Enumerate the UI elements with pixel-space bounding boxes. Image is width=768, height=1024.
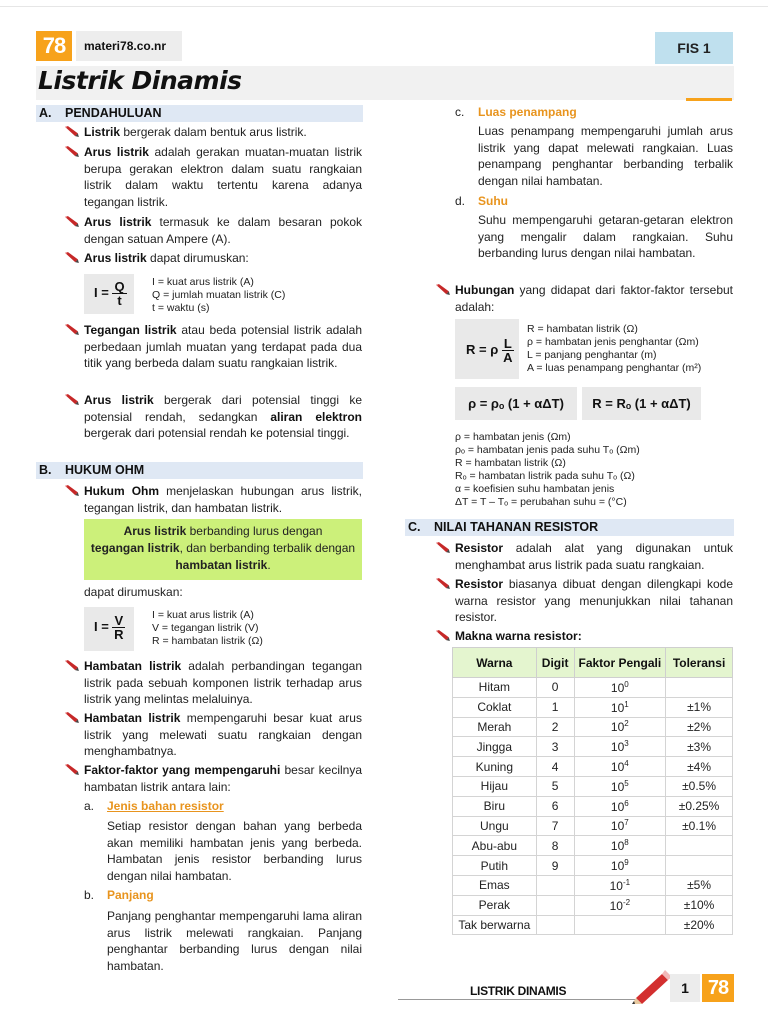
- table-row: [453, 697, 733, 717]
- factor-a-text: Setiap resistor dengan bahan yang berbeda akan memiliki hambatan jenis yang berbeda. Hambatan jenis resistor berbanding lurus dengan nilai hambatan.: [107, 819, 362, 883]
- table-row: [453, 915, 733, 935]
- table-row: [453, 717, 733, 737]
- cell-faktor: $10^2$: [574, 717, 666, 737]
- bullet-arus-rumus: Arus listrik dapat dirumuskan:: [84, 250, 362, 267]
- cell-faktor: $10^4$: [574, 757, 666, 777]
- pencil-bullet-icon: [64, 324, 79, 335]
- cell-toleransi: ±10%: [666, 895, 733, 915]
- pencil-bullet-icon: [64, 216, 79, 227]
- cell-digit: [536, 915, 574, 935]
- bullet-hambatan-pengaruh: Hambatan listrik mempengaruhi besar kuat arus listrik yang melewati suatu rangkaian dengan menghambatnya.: [84, 710, 362, 760]
- formula-resistance-legend: R = hambatan listrik (Ω) ρ = hambatan jenis penghantar (Ωm) L = panjang penghantar (m) A = luas penampang penghantar (m²): [527, 323, 702, 374]
- cell-toleransi: ±0.1%: [666, 816, 733, 836]
- bullet-hambatan-definisi: Hambatan listrik adalah perbandingan tegangan listrik pada sebuah komponen listrik terhadap arus listrik yang melintas melaluinya.: [84, 658, 362, 708]
- table-header-row: [453, 648, 733, 678]
- cell-warna: Emas: [453, 875, 537, 895]
- cell-digit: 9: [536, 856, 574, 876]
- factor-b-heading: Panjang: [107, 888, 154, 902]
- page-title: Listrik Dinamis: [38, 66, 242, 95]
- cell-faktor: $10^6$: [574, 796, 666, 816]
- cell-digit: 4: [536, 757, 574, 777]
- formula-current-legend: I = kuat arus listrik (A) Q = jumlah muatan listrik (C) t = waktu (s): [152, 276, 286, 314]
- pencil-bullet-icon: [435, 578, 450, 589]
- pencil-bullet-icon: [435, 284, 450, 295]
- cell-toleransi: ±3%: [666, 737, 733, 757]
- cell-digit: 7: [536, 816, 574, 836]
- column-header: Faktor Pengali: [574, 648, 666, 678]
- ohm-highlight-box: Arus listrik berbanding lurus dengan tegangan listrik, dan berbanding terbalik dengan hambatan listrik.: [84, 519, 362, 580]
- pencil-bullet-icon: [64, 126, 79, 137]
- cell-warna: Coklat: [453, 697, 537, 717]
- pencil-bullet-icon: [64, 485, 79, 496]
- formula-r-temp: R = Rₒ (1 + αΔT): [582, 387, 701, 420]
- pencil-bullet-icon: [64, 394, 79, 405]
- cell-digit: [536, 895, 574, 915]
- pencil-icon: [632, 968, 672, 1004]
- column-header: Warna: [453, 648, 537, 678]
- factor-d-heading: Suhu: [478, 194, 508, 208]
- bullet-hubungan: Hubungan yang didapat dari faktor-faktor tersebut adalah:: [455, 282, 733, 315]
- title-accent: [686, 98, 732, 101]
- section-c-header: [405, 519, 734, 536]
- cell-warna: Tak berwarna: [453, 915, 537, 935]
- cell-toleransi: ±1%: [666, 697, 733, 717]
- cell-toleransi: ±5%: [666, 875, 733, 895]
- formula-rho-temp: ρ = ρₒ (1 + αΔT): [455, 387, 577, 420]
- section-title: NILAI TAHANAN RESISTOR: [434, 520, 599, 534]
- bullet-arah-arus: Arus listrik bergerak dari potensial tinggi ke potensial rendah, sedangkan aliran elektron bergerak dari potensial rendah ke potensial tinggi.: [84, 392, 362, 442]
- cell-digit: 6: [536, 796, 574, 816]
- cell-warna: Jingga: [453, 737, 537, 757]
- bullet-resistor-kode: Resistor biasanya dibuat dengan dilengkapi kode warna resistor yang menunjukkan nilai tahanan resistor.: [455, 576, 733, 626]
- cell-digit: 3: [536, 737, 574, 757]
- factor-d-letter: d.: [455, 194, 466, 208]
- pencil-bullet-icon: [64, 660, 79, 671]
- cell-faktor: [574, 915, 666, 935]
- section-letter: B.: [39, 463, 52, 477]
- brand-logo: 78: [36, 31, 72, 61]
- subject-badge: FIS 1: [655, 32, 733, 64]
- cell-toleransi: ±4%: [666, 757, 733, 777]
- footer-title: LISTRIK DINAMIS: [470, 984, 567, 998]
- footer-logo: 78: [702, 974, 734, 1002]
- table-row: [453, 816, 733, 836]
- formula-temp-legend: ρ = hambatan jenis (Ωm) ρₒ = hambatan jenis pada suhu Tₒ (Ωm) R = hambatan listrik (Ω) Rₒ = hambatan listrik pada suhu Tₒ (Ω) α = koefisien suhu hambatan jenis ΔT = T – Tₒ = perubahan suhu = (°C): [455, 431, 640, 508]
- cell-digit: 8: [536, 836, 574, 856]
- formula-ohm-legend: I = kuat arus listrik (A) V = tegangan listrik (V) R = hambatan listrik (Ω): [152, 609, 263, 647]
- formula-resistance: R = ρ $\frac{L}{A}$: [455, 319, 519, 379]
- cell-digit: 5: [536, 776, 574, 796]
- cell-digit: 2: [536, 717, 574, 737]
- dapat-dirumuskan: dapat dirumuskan:: [84, 585, 183, 599]
- column-header: Digit: [536, 648, 574, 678]
- section-letter: A.: [39, 106, 52, 120]
- cell-faktor: $10^5$: [574, 776, 666, 796]
- cell-faktor: $10^0$: [574, 678, 666, 698]
- cell-toleransi: [666, 856, 733, 876]
- cell-warna: Biru: [453, 796, 537, 816]
- factor-c-text: Luas penampang mempengaruhi jumlah arus listrik yang dapat melewati rangkaian. Luas penampang penghantar berbanding terbalik dengan nilai hambatan.: [478, 124, 733, 188]
- table-row: [453, 678, 733, 698]
- pencil-bullet-icon: [64, 764, 79, 775]
- cell-toleransi: ±2%: [666, 717, 733, 737]
- cell-warna: Kuning: [453, 757, 537, 777]
- formula-ohm: I = $\frac{V}{R}$: [84, 607, 134, 651]
- table-row: [453, 856, 733, 876]
- bullet-arus-definisi: Arus listrik adalah gerakan muatan-muatan listrik berupa gerakan elektron dalam suatu rangkaian listrik dalam waktu tertentu karena adanya tegangan listrik.: [84, 144, 362, 210]
- footer-rule: [398, 999, 638, 1000]
- cell-faktor: $10^1$: [574, 697, 666, 717]
- table-row: [453, 757, 733, 777]
- table-row: [453, 796, 733, 816]
- factor-d-text: Suhu mempengaruhi getaran-getaran elektron yang mengalir dalam rangkaian. Suhu berbanding lurus dengan nilai hambatan.: [478, 213, 733, 261]
- factor-b-text: Panjang penghantar mempengaruhi lama aliran arus listrik melewati rangkaian. Panjang penghantar berbanding lurus dengan nilai hambatan.: [107, 909, 362, 973]
- cell-warna: Hitam: [453, 678, 537, 698]
- section-letter: C.: [408, 520, 421, 534]
- cell-digit: [536, 875, 574, 895]
- table-row: [453, 875, 733, 895]
- cell-warna: Abu-abu: [453, 836, 537, 856]
- page-number: 1: [670, 974, 700, 1002]
- cell-warna: Merah: [453, 717, 537, 737]
- pencil-bullet-icon: [64, 712, 79, 723]
- bullet-arus-satuan: Arus listrik termasuk ke dalam besaran pokok dengan satuan Ampere (A).: [84, 214, 362, 247]
- table-row: [453, 836, 733, 856]
- pencil-bullet-icon: [435, 630, 450, 641]
- bullet-tegangan: Tegangan listrik atau beda potensial listrik adalah perbedaan jumlah muatan yang terdapat pada dua titik yang berbeda dalam suatu rangkaian listrik.: [84, 322, 362, 372]
- pencil-bullet-icon: [435, 542, 450, 553]
- cell-faktor: $10^7$: [574, 816, 666, 836]
- cell-warna: Putih: [453, 856, 537, 876]
- cell-toleransi: [666, 836, 733, 856]
- pencil-bullet-icon: [64, 252, 79, 263]
- factor-a-letter: a.: [84, 799, 95, 813]
- factor-c-heading: Luas penampang: [478, 105, 577, 119]
- bullet-hukum-ohm: Hukum Ohm menjelaskan hubungan arus listrik, tegangan listrik, dan hambatan listrik.: [84, 483, 362, 516]
- bullet-faktor: Faktor-faktor yang mempengaruhi besar kecilnya hambatan listrik antara lain:: [84, 762, 362, 795]
- cell-warna: Hijau: [453, 776, 537, 796]
- top-rule: [0, 6, 768, 7]
- cell-toleransi: ±0.25%: [666, 796, 733, 816]
- bullet-makna-warna: Makna warna resistor:: [455, 628, 733, 645]
- column-header: Toleransi: [666, 648, 733, 678]
- pencil-bullet-icon: [64, 146, 79, 157]
- cell-warna: Perak: [453, 895, 537, 915]
- factor-a-heading: Jenis bahan resistor: [107, 799, 224, 813]
- site-name[interactable]: materi78.co.nr: [84, 39, 167, 53]
- table-row: [453, 895, 733, 915]
- section-b-header: [36, 462, 363, 479]
- section-title: HUKUM OHM: [65, 463, 145, 477]
- bullet-listrik: Listrik bergerak dalam bentuk arus listrik.: [84, 124, 362, 141]
- cell-warna: Ungu: [453, 816, 537, 836]
- cell-faktor: $10^3$: [574, 737, 666, 757]
- section-title: PENDAHULUAN: [65, 106, 162, 120]
- cell-digit: 0: [536, 678, 574, 698]
- cell-toleransi: [666, 678, 733, 698]
- cell-faktor: $10^{-2}$: [574, 895, 666, 915]
- factor-c-letter: c.: [455, 105, 465, 119]
- table-row: [453, 737, 733, 757]
- cell-faktor: $10^{-1}$: [574, 875, 666, 895]
- formula-current: I = $\frac{Q}{t}$: [84, 274, 134, 314]
- cell-faktor: $10^8$: [574, 836, 666, 856]
- cell-digit: 1: [536, 697, 574, 717]
- cell-faktor: $10^9$: [574, 856, 666, 876]
- factor-b-letter: b.: [84, 888, 95, 902]
- table-row: [453, 776, 733, 796]
- cell-toleransi: ±0.5%: [666, 776, 733, 796]
- resistor-color-table: [452, 647, 733, 935]
- section-a-header: [36, 105, 363, 122]
- bullet-resistor-definisi: Resistor adalah alat yang digunakan untuk menghambat arus listrik pada suatu rangkaian.: [455, 540, 733, 573]
- cell-toleransi: ±20%: [666, 915, 733, 935]
